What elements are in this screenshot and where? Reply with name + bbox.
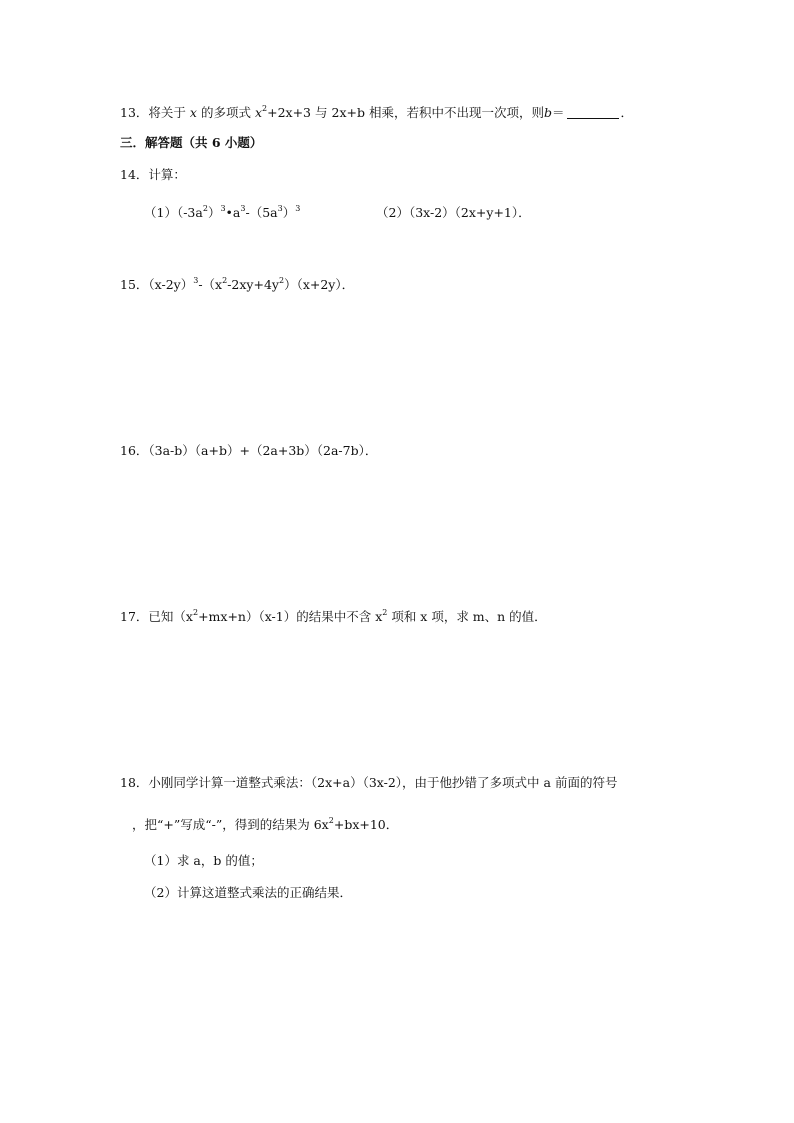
question-number: 14． — [120, 167, 149, 182]
question-number: 13． — [120, 105, 149, 120]
question-17: 17．已知$(x^2+mx+n)(x-1)$的结果中不含 $x^2$ 项和 x 项，求 m、n 的值． — [120, 608, 547, 624]
question-14: 14．计算： — [120, 167, 186, 182]
question-16: 16．（3a-b）（a+b）+（2a+3b）（2a-7b）． — [120, 443, 378, 458]
question-18-sub-2: （2）计算这道整式乘法的正确结果． — [144, 885, 352, 900]
question-number: 18． — [120, 775, 149, 790]
answer-blank[interactable] — [567, 106, 619, 119]
question-18-sub-1: （1）求 a，b 的值； — [144, 853, 263, 868]
question-number: 16． — [120, 443, 149, 458]
question-14-part-1: $(1)(-3a^2)^3•a^3-(5a^3)^3$ — [144, 204, 301, 220]
question-18: 18．小刚同学计算一道整式乘法：（2x+a）（3x-2），由于他抄错了多项式中 a 前面的符号 — [120, 775, 618, 790]
question-14-part-2: （2）（3x-2）（2x+y+1）． — [376, 205, 531, 220]
question-15: 15．$(x-2y)^3-(x^2-2xy+4y^2)(x+2y)$． — [120, 276, 355, 292]
question-18-line-2: ，把“+”写成“-”，得到的结果为 $6x^2+bx+10$． — [132, 816, 399, 832]
question-number: 17． — [120, 609, 149, 624]
section-heading: 三．解答题（共 6 小题） — [120, 135, 263, 150]
question-number: 15． — [120, 277, 149, 292]
question-13: 13．将关于 x 的多项式 $x^2+2x+3$ 与 2x+b 相乘，若积中不出现一次项，则b＝ ． — [120, 104, 634, 120]
